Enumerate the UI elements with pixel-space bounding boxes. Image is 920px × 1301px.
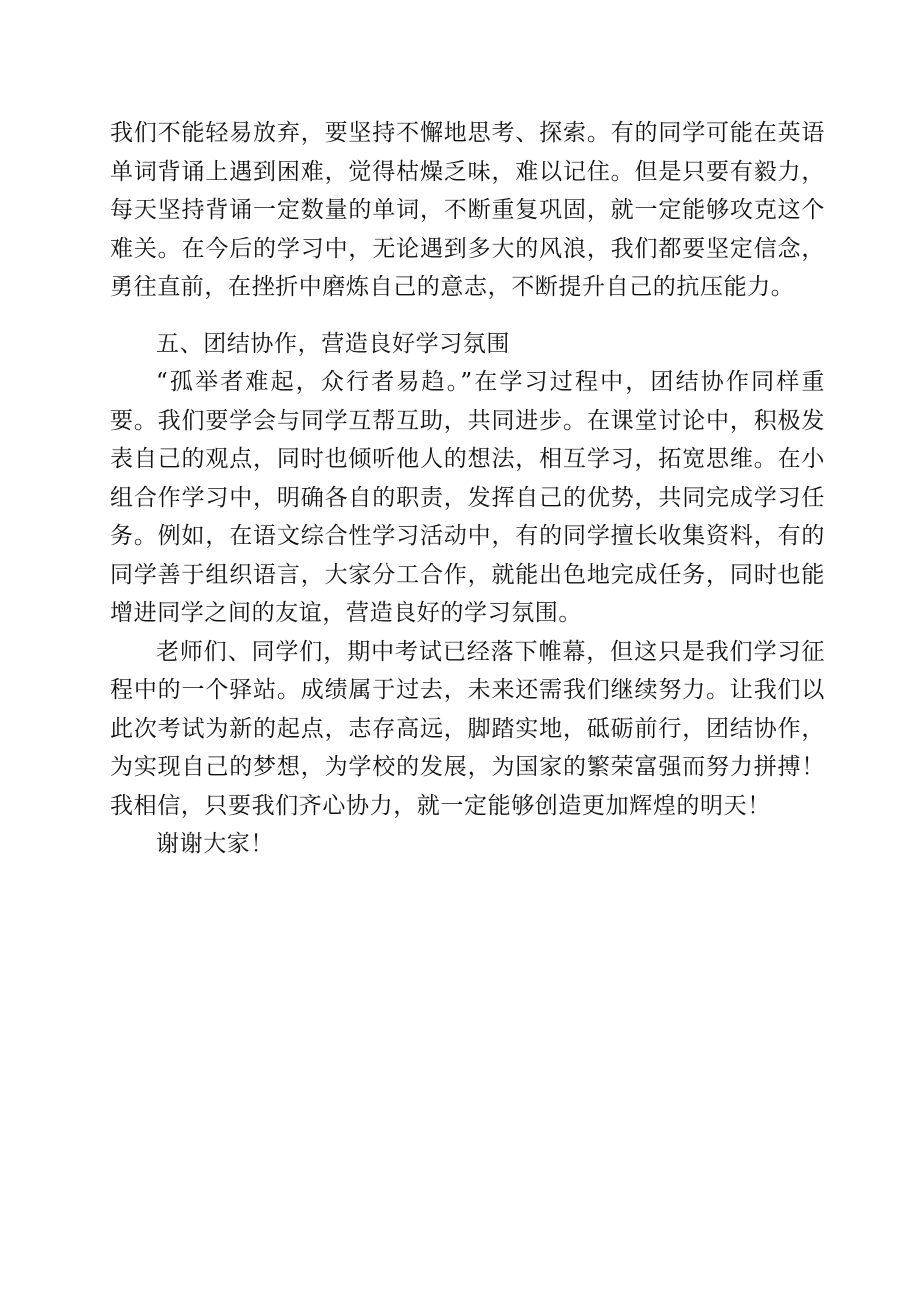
document-body bbox=[110, 114, 825, 864]
paragraph-thanks: 谢谢大家！ bbox=[156, 831, 274, 857]
paragraph-teamwork: “孤举者难起，众行者易趋。”在学习过程中，团结协作同样重要。我们要学会与同学互帮互助，共同进步。在课堂讨论中，积极发表自己的观点，同时也倾听他人的想法，相互学习，拓宽思维。在小组合作学习中，明确各自的职责，发挥自己的优势，共同完成学习任务。例如，在语文综合性学习活动中，有的同学擅长收集资料，有的同学善于组织语言，大家分工合作，就能出色地完成任务，同时也能增进同学之间的友谊，营造良好的学习氛围。 bbox=[110, 369, 825, 626]
section-heading-teamwork: 五、团结协作，营造良好学习氛围 bbox=[156, 330, 510, 357]
paragraph-perseverance-continued: 我们不能轻易放弃，要坚持不懈地思考、探索。有的同学可能在英语单词背诵上遇到困难，觉得枯燥乏味，难以记住。但是只要有毅力，每天坚持背诵一定数量的单词，不断重复巩固，就一定能够攻克这个难关。在今后的学习中，无论遇到多大的风浪，我们都要坚定信念，勇往直前，在挫折中磨炼自己的意志，不断提升自己的抗压能力。 bbox=[110, 120, 825, 300]
paragraph-closing: 老师们、同学们，期中考试已经落下帷幕，但这只是我们学习征程中的一个驿站。成绩属于过去，未来还需我们继续努力。让我们以此次考试为新的起点，志存高远，脚踏实地，砥砺前行，团结协作，为实现自己的梦想，为学校的发展，为国家的繁荣富强而努力拼搏！我相信，只要我们齐心协力，就一定能够创造更加辉煌的明天！ bbox=[110, 638, 825, 819]
